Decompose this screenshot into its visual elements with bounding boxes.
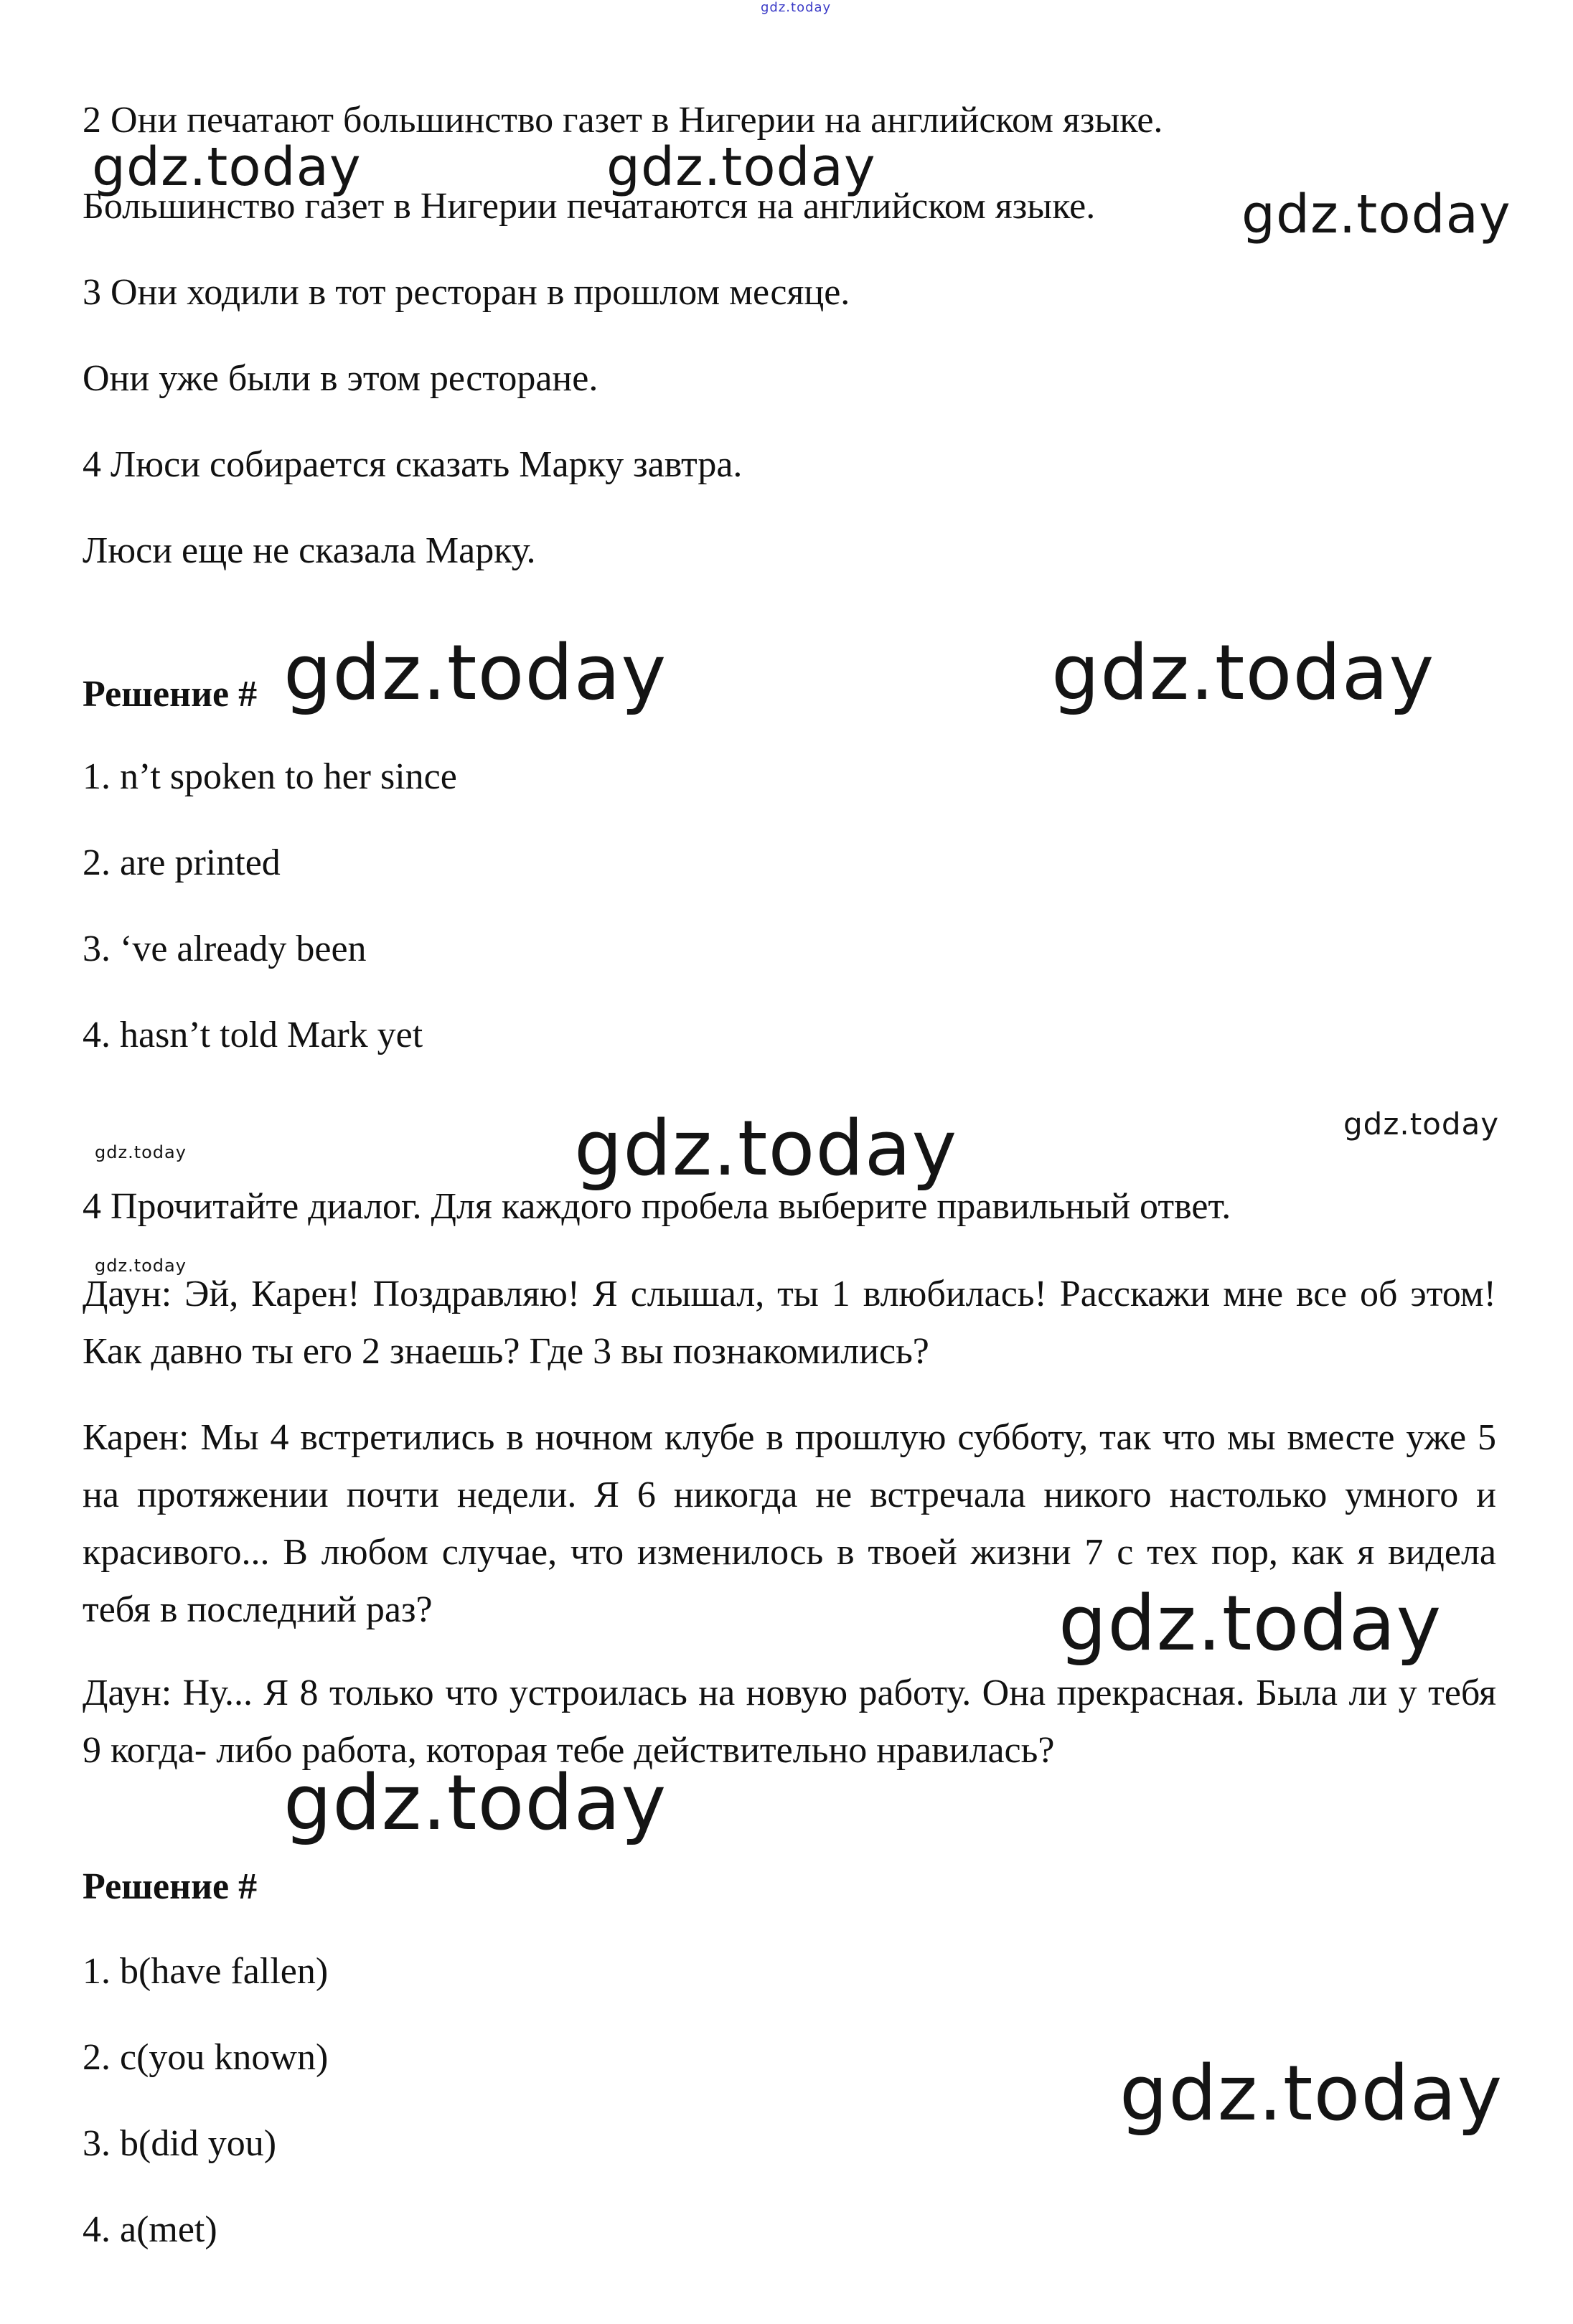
watermark: gdz.today — [95, 1142, 187, 1162]
answer-line: 2. c(you known) — [83, 2037, 329, 2078]
watermark: gdz.today — [1241, 184, 1511, 245]
answer-line: 1. b(have fallen) — [83, 1951, 329, 1992]
watermark: gdz.today — [283, 1759, 667, 1847]
watermark: gdz.today — [283, 629, 667, 717]
solution-heading: Решение # — [83, 674, 258, 715]
solution-heading: Решение # — [83, 1866, 258, 1907]
dialog-paragraph: Даун: Ну... Я 8 только что устроилась на новую работу. Она прекрасная. Была ли у тебя 9 когда- либо работа, которая тебе действительно нравилась? — [83, 1673, 1496, 1771]
watermark: gdz.today — [1058, 1579, 1442, 1667]
watermark: gdz.today — [92, 136, 362, 198]
watermark: gdz.today — [606, 136, 876, 198]
text-line: 2 Они печатают большинство газет в Нигерии на английском языке. — [83, 100, 1163, 141]
answer-line: 3. b(did you) — [83, 2123, 277, 2164]
watermark: gdz.today — [95, 1256, 187, 1276]
text-line: 4 Люси собирается сказать Марку завтра. — [83, 444, 743, 485]
watermark: gdz.today — [1119, 2049, 1503, 2137]
answer-line: 4. hasn’t told Mark yet — [83, 1015, 423, 1055]
text-line: Люси еще не сказала Марку. — [83, 530, 536, 571]
dialog-paragraph: Карен: Мы 4 встретились в ночном клубе в прошлую субботу, так что мы вместе уже 5 на протяжении почти недели. Я 6 никогда не встречала никого настолько умного и красивого... В любом случае, что изменилось в твоей жизни 7 с тех пор, как я видела тебя в последний раз? — [83, 1417, 1496, 1630]
dialog-paragraph: Даун: Эй, Карен! Поздравляю! Я слышал, ты 1 влюбилась! Расскажи мне все об этом! Как давно ты его 2 знаешь? Где 3 вы познакомились? — [83, 1274, 1496, 1372]
answer-line: 2. are printed — [83, 842, 281, 883]
answer-line: 3. ‘ve already been — [83, 928, 367, 969]
answer-line: 1. n’t spoken to her since — [83, 756, 457, 797]
watermark: gdz.today — [1051, 629, 1435, 717]
watermark-top: gdz.today — [761, 0, 832, 15]
watermark: gdz.today — [1343, 1106, 1500, 1142]
answer-line: 4. a(met) — [83, 2209, 217, 2250]
text-line: 3 Они ходили в тот ресторан в прошлом месяце. — [83, 272, 850, 313]
watermark: gdz.today — [574, 1104, 958, 1192]
exercise-title: 4 Прочитайте диалог. Для каждого пробела выберите правильный ответ. — [83, 1186, 1231, 1227]
text-line: Они уже были в этом ресторане. — [83, 358, 598, 399]
text-line: Большинство газет в Нигерии печатаются на английском языке. — [83, 186, 1096, 227]
